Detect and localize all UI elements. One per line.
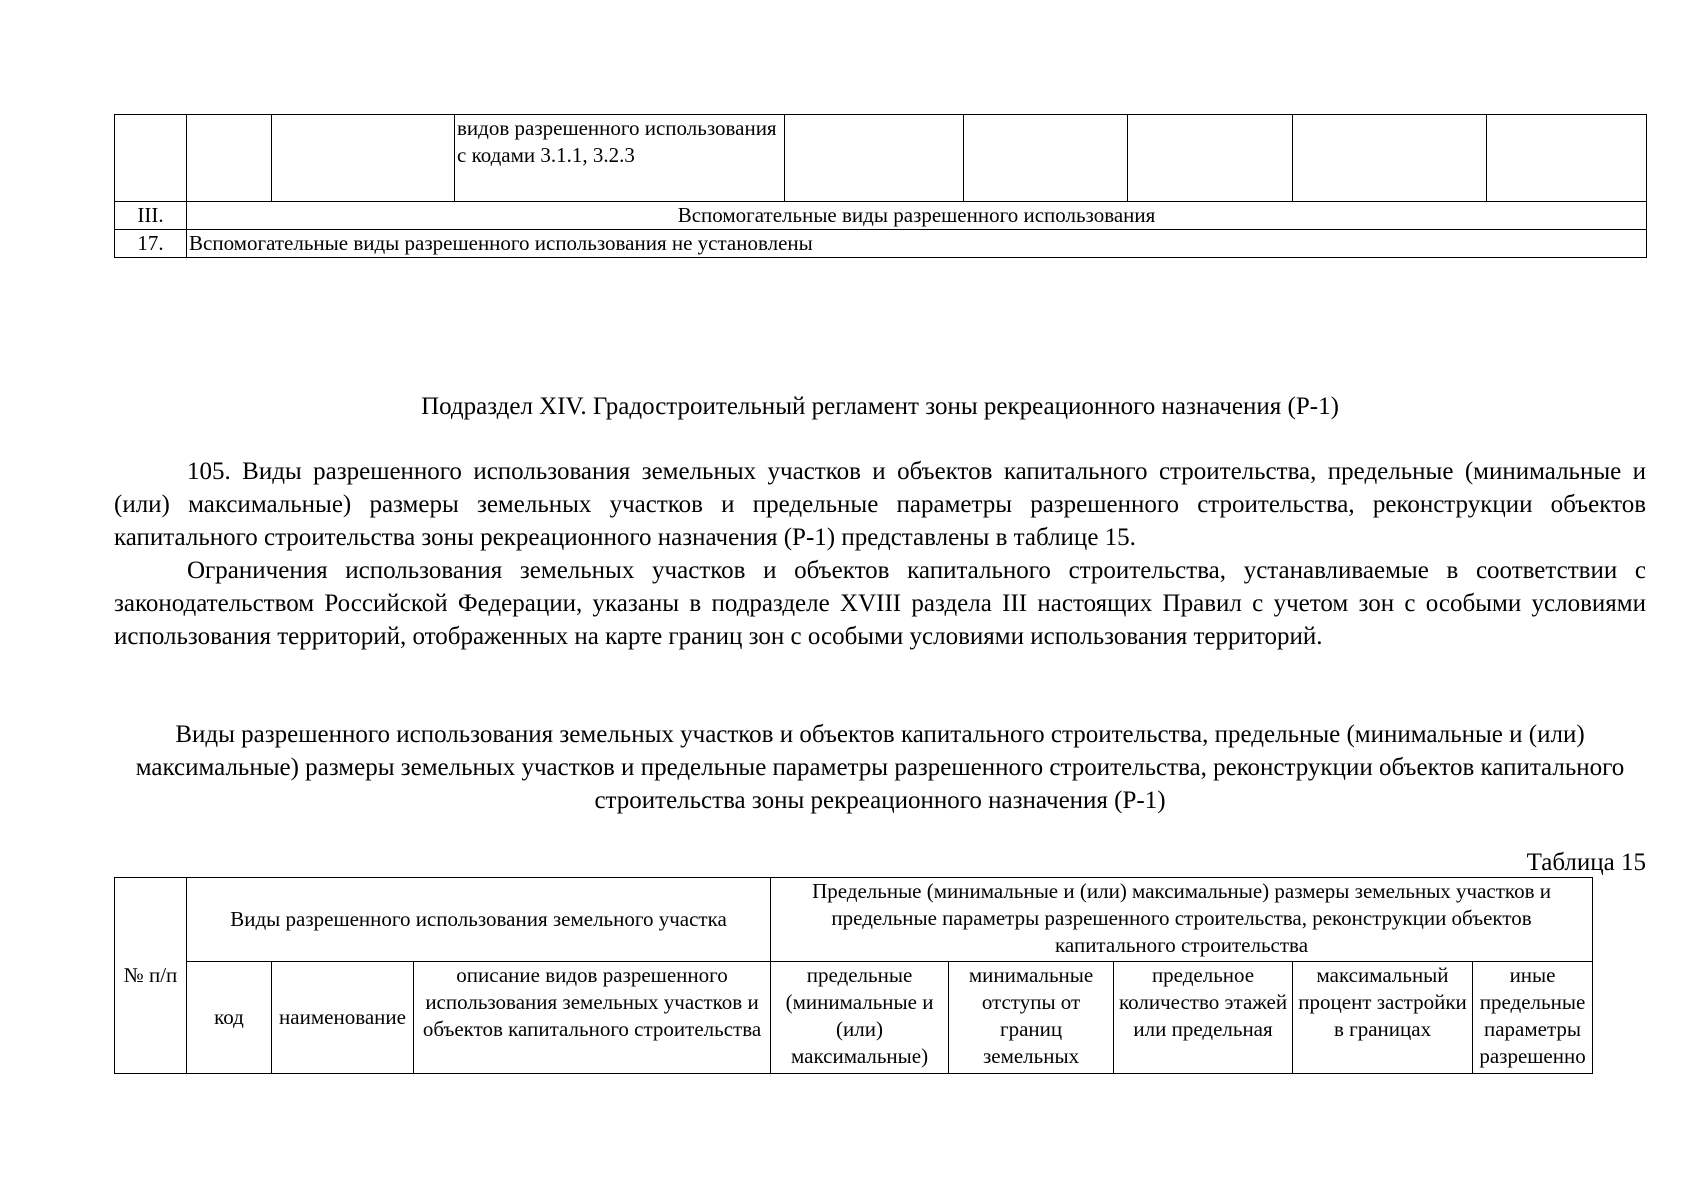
table-row: [115, 230, 1647, 258]
header-number: № п/п: [115, 878, 187, 1074]
paragraph: Ограничения использования земельных участков и объектов капитального строительства, устанавливаемые в соответствии с законодательством Российской Федерации, указаны в подразделе XVIII раздела III настоящих Правил с учетом зон с особыми условиями использования территорий, отображенных на карте границ зон с особыми условиями использования территорий.: [114, 557, 1646, 650]
body-text: [114, 455, 1646, 653]
section-heading-cell: Вспомогательные виды разрешенного использования: [187, 202, 1647, 230]
header-code: код: [187, 962, 272, 1074]
table-cell: [964, 115, 1128, 202]
header-group-uses: Виды разрешенного использования земельного участка: [187, 878, 771, 962]
table-cell: [115, 115, 187, 202]
header-size-limits: предельные (минимальные и (или) максимальные): [771, 962, 949, 1074]
table-header-row: [115, 878, 1593, 962]
table-cell: [1293, 115, 1487, 202]
subsection-title: Подраздел XIV. Градостроительный регламент зоны рекреационного назначения (Р-1): [421, 393, 1339, 420]
continuation-table: [114, 114, 1647, 258]
table-cell-text: Вспомогательные виды разрешенного использования не установлены: [187, 230, 1647, 258]
header-build-percent: максимальный процент застройки в границах: [1293, 962, 1473, 1074]
table-cell: [272, 115, 455, 202]
header-group-params: Предельные (минимальные и (или) максимальные) размеры земельных участков и предельные параметры разрешенного строительства, реконструкции объектов капитального строительства: [771, 878, 1593, 962]
table-header-row: [115, 962, 1593, 1074]
header-other-params: иные предельные параметры разрешенно: [1473, 962, 1593, 1074]
table-cell: [187, 115, 272, 202]
row-number: III.: [115, 202, 187, 230]
table-number: Таблица 15: [1526, 849, 1646, 876]
table-cell: [1487, 115, 1647, 202]
paragraph: 105. Виды разрешенного использования земельных участков и объектов капитального строительства, предельные (минимальные и (или) максимальные) размеры земельных участков и предельные параметры разрешенного строительства, реконструкции объектов капитального строительства зоны рекреационного назначения (Р-1) представлены в таблице 15.: [114, 458, 1646, 551]
table-cell: [785, 115, 964, 202]
table-cell-description: видов разрешенного использования с кодами 3.1.1, 3.2.3: [455, 115, 785, 202]
table-row: [115, 202, 1647, 230]
row-number: 17.: [115, 230, 187, 258]
header-setbacks: минимальные отступы от границ земельных: [949, 962, 1114, 1074]
table-cell: [1128, 115, 1293, 202]
table-row: [115, 115, 1647, 202]
table-caption: Виды разрешенного использования земельных участков и объектов капитального строительства, предельные (минимальные и (или) максимальные) размеры земельных участков и предельные параметры разрешенного строительства, реконструкции объектов капитального строительства зоны рекреационного назначения (Р-1): [135, 721, 1625, 814]
header-description: описание видов разрешенного использования земельных участков и объектов капитального строительства: [414, 962, 771, 1074]
header-name: наименование: [272, 962, 414, 1074]
header-floors: предельное количество этажей или предельная: [1114, 962, 1293, 1074]
regulation-table: [114, 877, 1593, 1074]
